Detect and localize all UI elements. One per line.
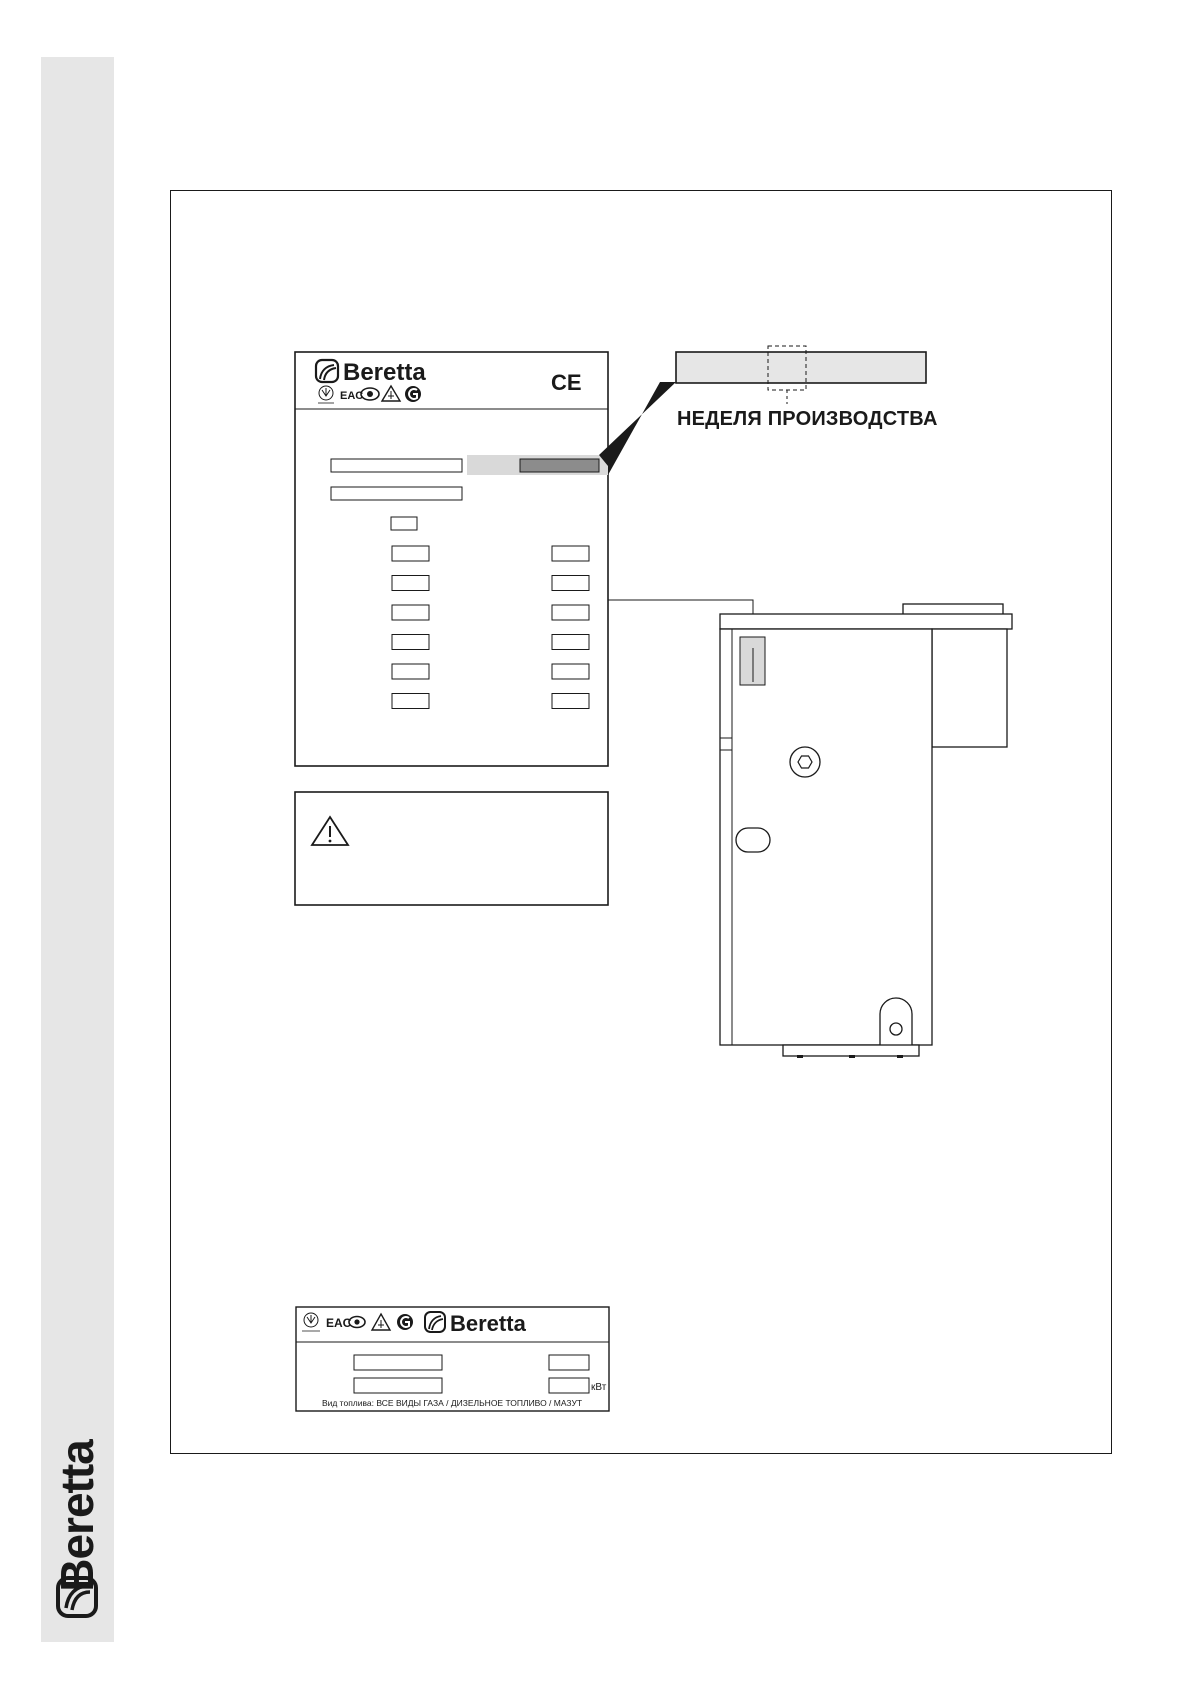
- plate-value-box: [552, 635, 589, 650]
- eac-mark-icon: EAC: [340, 390, 364, 402]
- burner-side-view: [720, 604, 1012, 1058]
- side-brand-name: Beretta: [51, 1440, 103, 1592]
- main-data-plate: [295, 352, 608, 766]
- plate-value-box: [392, 694, 429, 709]
- plate-value-box: [392, 605, 429, 620]
- production-week-label: НЕДЕЛЯ ПРОИЗВОДСТВА: [677, 408, 938, 430]
- plate-value-box: [552, 576, 589, 591]
- g-mark-icon: [397, 1314, 413, 1330]
- main-plate-logo-text: Beretta: [343, 359, 426, 386]
- warning-box: [295, 792, 608, 905]
- small-data-plate: [296, 1307, 609, 1411]
- small-plate-eac-mark: EAC: [326, 1316, 352, 1330]
- plate-value-box: [392, 576, 429, 591]
- plate-value-box: [392, 546, 429, 561]
- plate-value-box: [552, 694, 589, 709]
- g-mark-icon: [405, 386, 421, 402]
- power-unit-label: кВт: [591, 1382, 607, 1393]
- fuel-type-text: Вид топлива: ВСЕ ВИДЫ ГАЗА / ДИЗЕЛЬНОЕ ТОПЛИВО / МАЗУТ: [321, 1398, 583, 1408]
- plate-value-box: [552, 605, 589, 620]
- small-plate-logo-text: Beretta: [450, 1311, 526, 1336]
- plate-value-box: [392, 635, 429, 650]
- ce-mark: CE: [551, 370, 582, 395]
- plate-value-box: [392, 664, 429, 679]
- plate-value-box: [552, 664, 589, 679]
- plate-value-box: [552, 546, 589, 561]
